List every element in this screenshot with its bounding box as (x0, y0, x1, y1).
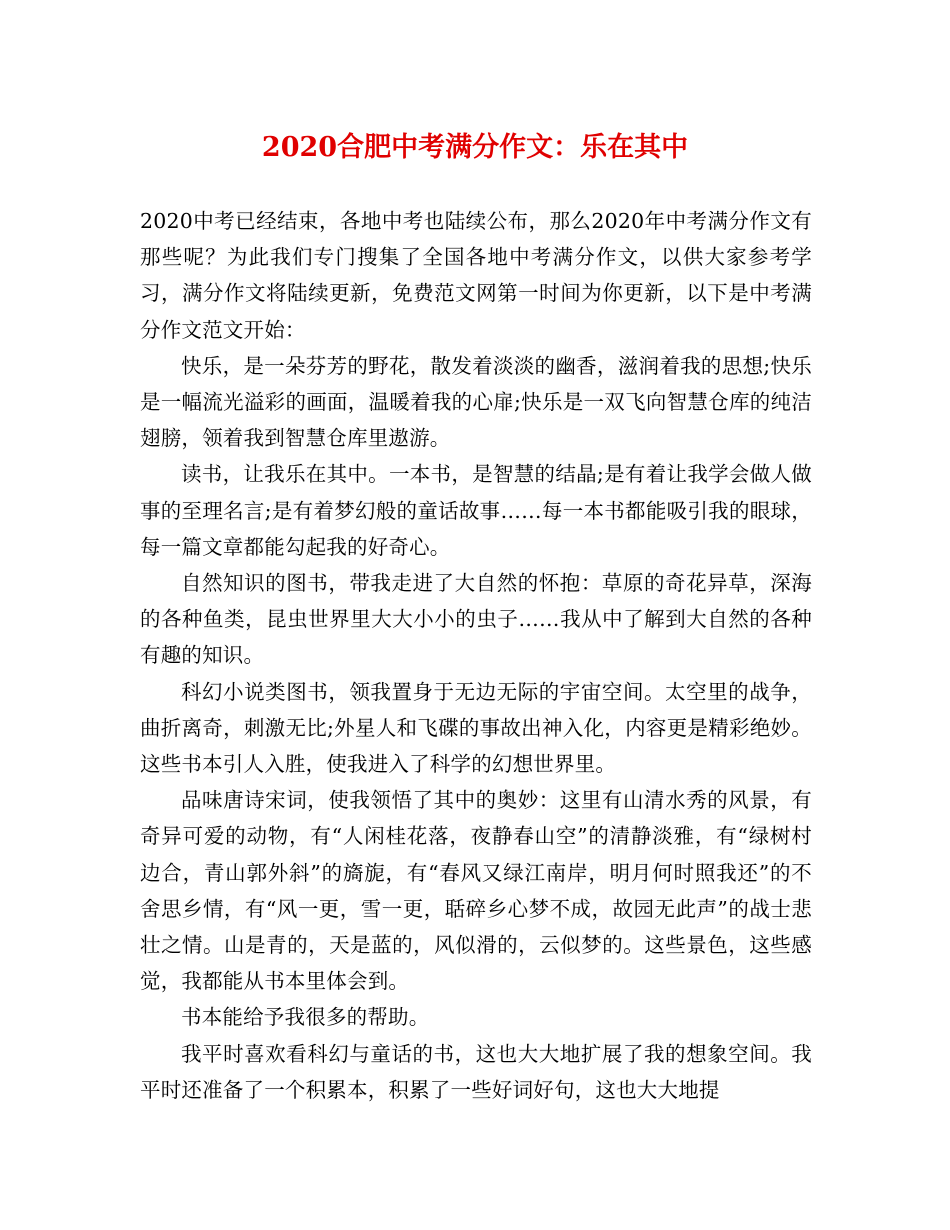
body-paragraph: 读书，让我乐在其中。一本书，是智慧的结晶;是有着让我学会做人做事的至理名言;是有着梦幻般的童话故事……每一本书都能吸引我的眼球，每一篇文章都能勾起我的好奇心。 (140, 462, 812, 559)
body-paragraph: 科幻小说类图书，领我置身于无边无际的宇宙空间。太空里的战争，曲折离奇，刺激无比;外星人和飞碟的事故出神入化，内容更是精彩绝妙。这些书本引人入胜，使我进入了科学的幻想世界里。 (140, 679, 812, 777)
document-title: 2020合肥中考满分作文：乐在其中 (261, 132, 689, 163)
intro-paragraph: 2020中考已经结束，各地中考也陆续公布，那么2020年中考满分作文有那些呢？为此我们专门搜集了全国各地中考满分作文，以供大家参考学习，满分作文将陆续更新，免费范文网第一时间为你更新，以下是中考满分作文范文开始： (140, 209, 812, 342)
body-paragraph: 我平时喜欢看科幻与童话的书，这也大大地扩展了我的想象空间。我平时还准备了一个积累本，积累了一些好词好句，这也大大地提 (140, 1041, 812, 1102)
body-paragraph: 自然知识的图书，带我走进了大自然的怀抱：草原的奇花异草，深海的各种鱼类，昆虫世界里大大小小的虫子……我从中了解到大自然的各种有趣的知识。 (140, 571, 812, 668)
body-paragraph: 品味唐诗宋词，使我领悟了其中的奥妙：这里有山清水秀的风景，有奇异可爱的动物，有“人闲桂花落，夜静春山空”的清静淡雅，有“绿树村边合，青山郭外斜”的旖旎，有“春风又绿江南岸，明月何时照我还”的不舍思乡情，有“风一更，雪一更，聒碎乡心梦不成，故园无此声”的战士悲壮之情。山是青的，天是蓝的，风似滑的，云似梦的。这些景色，这些感觉，我都能从书本里体会到。 (140, 788, 812, 994)
body-paragraph: 快乐，是一朵芬芳的野花，散发着淡淡的幽香，滋润着我的思想;快乐是一幅流光溢彩的画面，温暖着我的心扉;快乐是一双飞向智慧仓库的纯洁翅膀，领着我到智慧仓库里遨游。 (140, 353, 812, 451)
document-body (140, 203, 812, 1108)
body-paragraph: 书本能给予我很多的帮助。 (181, 1005, 430, 1030)
